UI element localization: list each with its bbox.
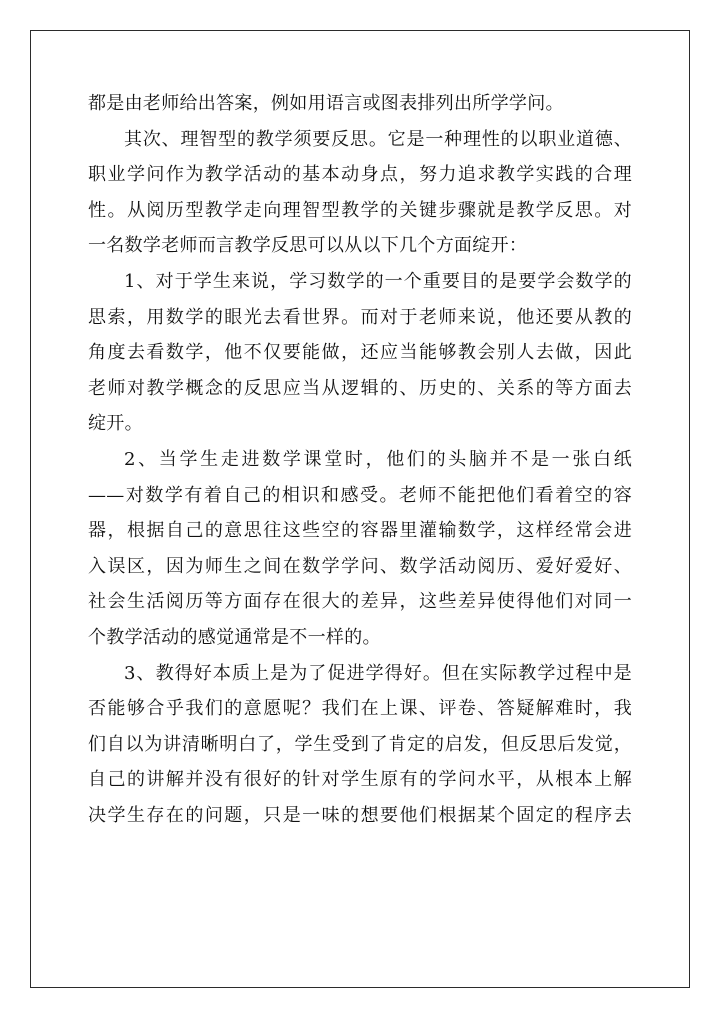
text-line: 2、当学生走进数学课堂时，他们的头脑并不是一张白纸	[124, 448, 632, 470]
text-line: 角度去看数学，他不仅要能做，还应当能够教会别人去做，因此	[88, 342, 632, 364]
text-line: 决学生存在的问题，只是一味的想要他们根据某个固定的程序去	[88, 804, 632, 826]
text-line: 社会生活阅历等方面存在很大的差异，这些差异使得他们对同一	[88, 591, 632, 613]
text-line: 老师对教学概念的反思应当从逻辑的、历史的、关系的等方面去	[88, 377, 632, 399]
text-line: 入误区，因为师生之间在数学学问、数学活动阅历、爱好爱好、	[88, 555, 632, 577]
text-line: 1、对于学生来说，学习数学的一个重要目的是要学会数学的	[124, 270, 632, 292]
text-line: 器，根据自己的意思往这些空的容器里灌输数学，这样经常会进	[88, 520, 632, 542]
document-body	[88, 86, 632, 833]
text-line: 否能够合乎我们的意愿呢？我们在上课、评卷、答疑解难时，我	[88, 698, 632, 720]
text-line: 其次、理智型的教学须要反思。它是一种理性的以职业道德、	[124, 128, 632, 150]
text-line: 职业学问作为教学活动的基本动身点，努力追求教学实践的合理	[88, 164, 632, 186]
text-line: 自己的讲解并没有很好的针对学生原有的学问水平，从根本上解	[88, 769, 632, 791]
text-line: 一名数学老师而言教学反思可以从以下几个方面绽开：	[88, 235, 528, 257]
text-line: 们自以为讲清晰明白了，学生受到了肯定的启发，但反思后发觉，	[88, 733, 632, 755]
text-line: 3、教得好本质上是为了促进学得好。但在实际教学过程中是	[124, 662, 632, 684]
text-line: 性。从阅历型教学走向理智型教学的关键步骤就是教学反思。对	[88, 199, 632, 221]
text-line: 思索，用数学的眼光去看世界。而对于老师来说，他还要从教的	[88, 306, 632, 328]
text-line: 个教学活动的感觉通常是不一样的。	[88, 626, 381, 648]
text-line: ——对数学有着自己的相识和感受。老师不能把他们看着空的容	[88, 484, 632, 506]
text-line: 都是由老师给出答案，例如用语言或图表排列出所学学问。	[88, 93, 564, 114]
text-line: 绽开。	[88, 413, 143, 435]
